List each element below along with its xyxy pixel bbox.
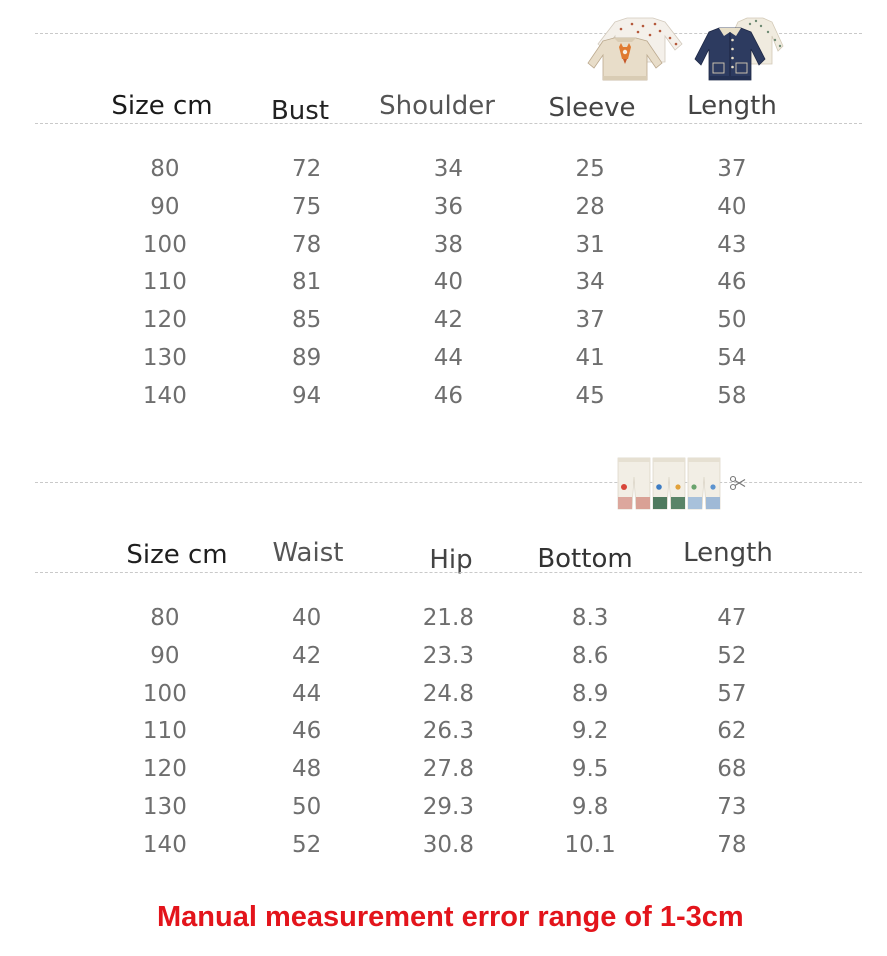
size-value: 120 <box>142 756 187 783</box>
shoulder-value: 42 <box>433 307 464 334</box>
header-sleeve: Sleeve <box>548 93 636 123</box>
bust-value: 72 <box>291 156 322 182</box>
bust-value: 85 <box>291 307 322 334</box>
header-bottom: Bottom <box>537 544 633 574</box>
header-size: Size cm <box>111 91 213 121</box>
waist-value: 44 <box>291 680 322 707</box>
sleeve-value: 28 <box>575 193 605 220</box>
bottom-value: 10.1 <box>564 831 616 858</box>
size-value: 80 <box>150 605 180 631</box>
waist-value: 52 <box>291 831 322 858</box>
length-value: 54 <box>717 344 747 371</box>
bottom-value: 9.5 <box>571 756 609 783</box>
sleeve-value: 45 <box>575 382 605 409</box>
shoulder-value: 34 <box>433 156 464 182</box>
table-row <box>94 227 803 265</box>
waist-value: 46 <box>291 718 322 745</box>
bottom-value: 8.9 <box>571 680 609 707</box>
length-value: 46 <box>717 269 747 296</box>
sleeve-value: 25 <box>575 156 605 182</box>
shoulder-value: 36 <box>433 193 464 220</box>
size-value: 130 <box>142 344 187 371</box>
table-row <box>94 713 803 751</box>
header-shoulder: Shoulder <box>379 91 495 121</box>
table-row <box>94 600 803 638</box>
measurement-error-note: Manual measurement error range of 1-3cm <box>157 901 744 933</box>
length-value: 57 <box>717 680 747 707</box>
length-value: 68 <box>717 756 747 783</box>
size-value: 140 <box>142 831 187 858</box>
table-row <box>94 676 803 714</box>
table-row <box>94 789 803 827</box>
waist-value: 40 <box>291 605 322 631</box>
table-row <box>94 827 803 865</box>
hip-value: 24.8 <box>422 680 474 707</box>
header-length: Length <box>687 91 777 121</box>
length-value: 62 <box>717 718 747 745</box>
length-value: 58 <box>717 382 747 409</box>
header-divider <box>35 123 862 124</box>
size-value: 130 <box>142 793 187 820</box>
length-value: 37 <box>717 156 747 182</box>
sleeve-value: 41 <box>575 344 605 371</box>
tops-table-body <box>94 151 803 416</box>
table-row <box>94 638 803 676</box>
jackets-product-image <box>585 15 785 85</box>
table-row <box>94 378 803 416</box>
hip-value: 23.3 <box>422 642 474 669</box>
size-value: 110 <box>142 269 187 296</box>
length-value: 40 <box>717 193 747 220</box>
length-value: 50 <box>717 307 747 334</box>
length-value: 73 <box>717 793 747 820</box>
waist-value: 42 <box>291 642 322 669</box>
size-value: 100 <box>142 231 187 258</box>
bust-value: 94 <box>291 382 322 409</box>
bottom-value: 8.6 <box>571 642 609 669</box>
bust-value: 81 <box>291 269 322 296</box>
header-waist: Waist <box>272 538 344 568</box>
shoulder-value: 40 <box>433 269 464 296</box>
pants-table-body <box>94 600 803 865</box>
shoulder-value: 44 <box>433 344 464 371</box>
bust-value: 75 <box>291 193 322 220</box>
size-value: 80 <box>150 156 180 182</box>
size-value: 100 <box>142 680 187 707</box>
table-row <box>94 751 803 789</box>
sleeve-value: 37 <box>575 307 605 334</box>
header-bust: Bust <box>270 96 330 126</box>
bottom-value: 9.2 <box>571 718 609 745</box>
size-value: 110 <box>142 718 187 745</box>
header-size: Size cm <box>126 540 228 570</box>
table-row <box>94 264 803 302</box>
length-value: 47 <box>717 605 747 631</box>
sleeve-value: 31 <box>575 231 605 258</box>
hip-value: 21.8 <box>422 605 474 631</box>
size-value: 140 <box>142 382 187 409</box>
header-divider <box>35 572 862 573</box>
shoulder-value: 38 <box>433 231 464 258</box>
hip-value: 27.8 <box>422 756 474 783</box>
sleeve-value: 34 <box>575 269 605 296</box>
length-value: 78 <box>717 831 747 858</box>
bottom-value: 9.8 <box>571 793 609 820</box>
blue-cuff-leggings <box>688 458 720 509</box>
length-value: 52 <box>717 642 747 669</box>
green-cuff-leggings <box>653 458 685 509</box>
size-value: 90 <box>150 642 180 669</box>
hip-value: 30.8 <box>422 831 474 858</box>
length-value: 43 <box>717 231 747 258</box>
bottom-value: 8.3 <box>571 605 609 631</box>
bust-value: 89 <box>291 344 322 371</box>
pink-cuff-leggings <box>618 458 650 509</box>
size-value: 120 <box>142 307 187 334</box>
waist-value: 50 <box>291 793 322 820</box>
leggings-product-image <box>615 455 725 513</box>
bust-value: 78 <box>291 231 322 258</box>
table-row <box>94 189 803 227</box>
size-value: 90 <box>150 193 180 220</box>
table-row <box>94 340 803 378</box>
table-row <box>94 302 803 340</box>
shoulder-value: 46 <box>433 382 464 409</box>
hip-value: 26.3 <box>422 718 474 745</box>
header-hip: Hip <box>429 545 473 575</box>
scissors-icon <box>729 475 747 491</box>
header-length: Length <box>683 538 773 568</box>
hip-value: 29.3 <box>422 793 474 820</box>
table-row <box>94 151 803 189</box>
waist-value: 48 <box>291 756 322 783</box>
